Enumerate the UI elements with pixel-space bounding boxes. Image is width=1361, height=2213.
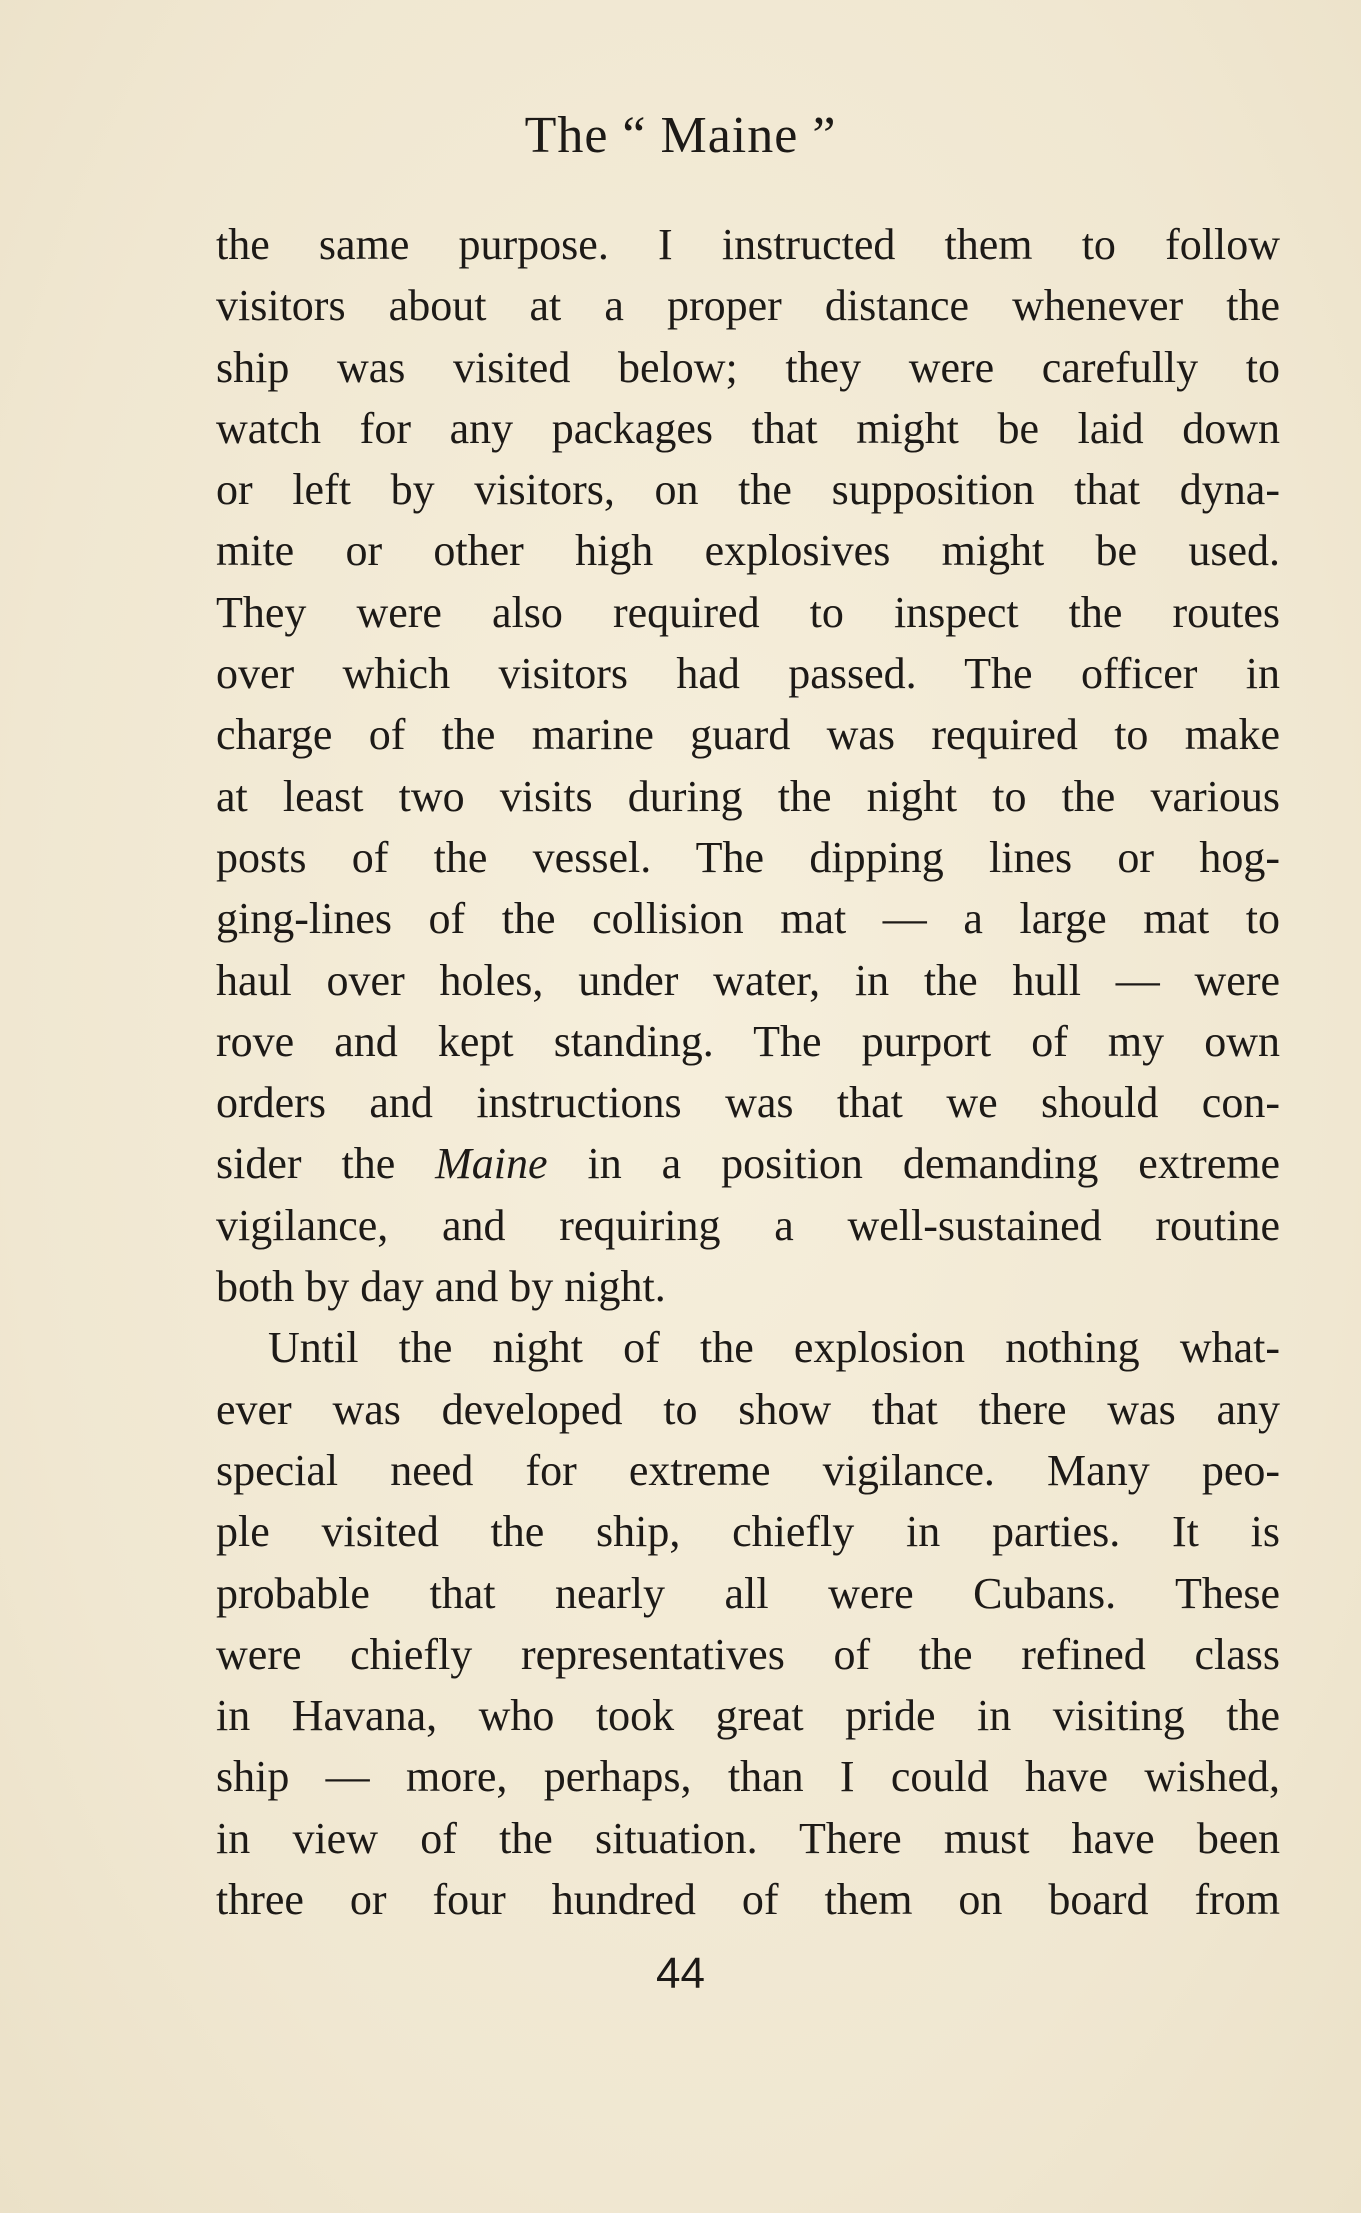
body-text [216,214,1280,1930]
text-line: vigilance, and requiring a well-sustained routine [216,1200,1280,1250]
ship-name-italic: Maine [435,1139,548,1189]
text-line: were chiefly representatives of the refined class [216,1629,1280,1679]
page-number: 44 [656,1949,705,1998]
text-line: ever was developed to show that there was any [216,1384,1280,1434]
text-line: charge of the marine guard was required to make [216,710,1280,760]
text-line: special need for extreme vigilance. Many peo- [216,1445,1280,1495]
text-line: They were also required to inspect the routes [216,587,1280,637]
running-head: The “ Maine ” [524,107,837,164]
text-line: at least two visits during the night to the various [216,771,1280,821]
text-line: watch for any packages that might be laid down [216,403,1280,453]
paragraph-2 [216,1317,1280,1930]
text-line: or left by visitors, on the supposition that dyna- [216,465,1280,515]
text-line: three or four hundred of them on board from [216,1875,1280,1925]
text-line: ple visited the ship, chiefly in parties. It is [216,1507,1280,1557]
text-line [216,1133,1280,1194]
text-segment: sider the [216,1139,436,1189]
text-line: in view of the situation. There must have been [216,1813,1280,1863]
text-line: haul over holes, under water, in the hull — were [216,955,1280,1005]
text-line: rove and kept standing. The purport of my own [216,1016,1280,1066]
text-segment: in a position demanding extreme [547,1139,1280,1189]
text-line: over which visitors had passed. The officer in [216,649,1280,699]
paragraph-1 [216,214,1280,1317]
text-line: both by day and by night. [216,1262,666,1312]
text-line: orders and instructions was that we should con- [216,1078,1280,1128]
text-line: ship — more, perhaps, than I could have wished, [216,1752,1280,1802]
text-line: the same purpose. I instructed them to follow [216,220,1280,269]
text-line: ship was visited below; they were carefully to [216,342,1280,392]
text-line: probable that nearly all were Cubans. These [216,1568,1280,1618]
text-line: mite or other high explosives might be used. [216,526,1280,576]
text-line: Until the night of the explosion nothing what- [268,1323,1280,1373]
text-line: visitors about at a proper distance whenever the [216,281,1280,331]
text-line: posts of the vessel. The dipping lines or hog- [216,832,1280,882]
text-line: ging-lines of the collision mat — a large mat to [216,894,1280,944]
text-line: in Havana, who took great pride in visiting the [216,1691,1280,1741]
